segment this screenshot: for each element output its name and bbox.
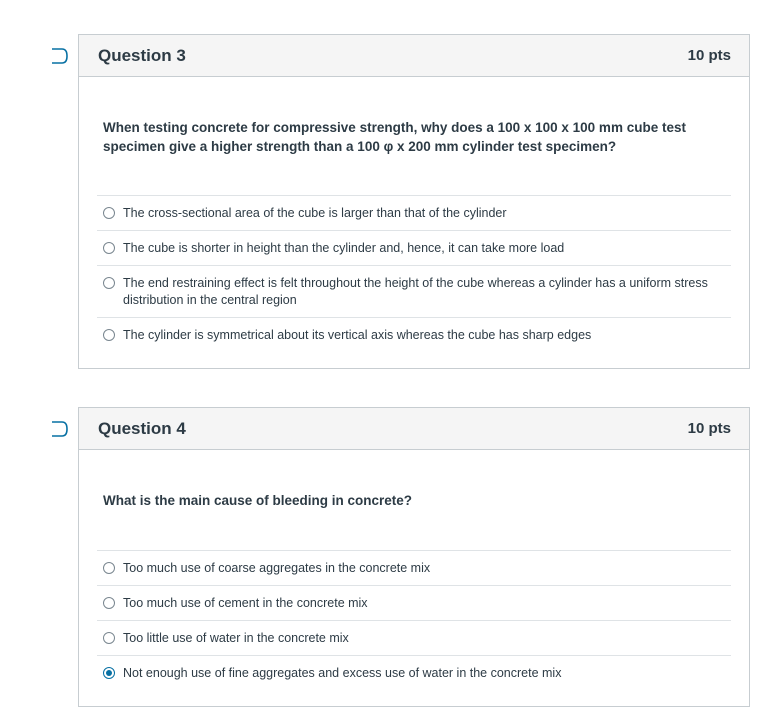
answer-label: Too much use of coarse aggregates in the concrete mix xyxy=(123,561,431,575)
answer-list xyxy=(97,550,731,690)
question-4 xyxy=(78,407,750,707)
answer-option[interactable] xyxy=(97,317,731,352)
answer-option[interactable] xyxy=(97,655,731,690)
question-3 xyxy=(78,34,750,369)
question-points: 10 pts xyxy=(687,47,731,64)
radio-button[interactable] xyxy=(103,242,115,254)
radio-button[interactable] xyxy=(103,277,115,289)
answer-label: The cube is shorter in height than the cylinder and, hence, it can take more load xyxy=(123,241,565,255)
answer-option[interactable] xyxy=(97,265,731,317)
radio-button[interactable] xyxy=(103,562,115,574)
answer-label: Not enough use of fine aggregates and excess use of water in the concrete mix xyxy=(123,666,562,680)
answer-label: The cylinder is symmetrical about its vertical axis whereas the cube has sharp edges xyxy=(123,328,592,342)
question-text: What is the main cause of bleeding in concrete? xyxy=(103,493,413,508)
answer-label: The end restraining effect is felt throughout the height of the cube whereas a cylinder has a uniform stress distribution in the central region xyxy=(123,276,708,307)
question-body xyxy=(79,118,749,352)
question-title: Question 4 xyxy=(98,418,186,438)
answer-label: Too much use of cement in the concrete mix xyxy=(123,596,368,610)
question-text: When testing concrete for compressive strength, why does a 100 x 100 x 100 mm cube test specimen give a higher strength than a 100 φ x 200 mm cylinder test specimen? xyxy=(103,120,686,154)
answer-list xyxy=(97,195,731,352)
answer-option[interactable] xyxy=(97,230,731,265)
flag-icon[interactable] xyxy=(51,421,69,437)
flag-icon[interactable] xyxy=(51,48,69,64)
radio-button[interactable] xyxy=(103,207,115,219)
question-points: 10 pts xyxy=(687,420,731,437)
radio-button[interactable] xyxy=(103,329,115,341)
radio-button[interactable] xyxy=(103,597,115,609)
answer-option[interactable] xyxy=(97,620,731,655)
answer-option[interactable] xyxy=(97,195,731,230)
answer-option[interactable] xyxy=(97,550,731,585)
question-title: Question 3 xyxy=(98,45,186,65)
question-header xyxy=(79,408,749,450)
radio-button-selected[interactable] xyxy=(103,667,115,679)
answer-option[interactable] xyxy=(97,585,731,620)
question-header xyxy=(79,35,749,77)
radio-button[interactable] xyxy=(103,632,115,644)
answer-label: Too little use of water in the concrete mix xyxy=(123,631,349,645)
answer-label: The cross-sectional area of the cube is larger than that of the cylinder xyxy=(123,206,507,220)
question-body xyxy=(79,491,749,690)
